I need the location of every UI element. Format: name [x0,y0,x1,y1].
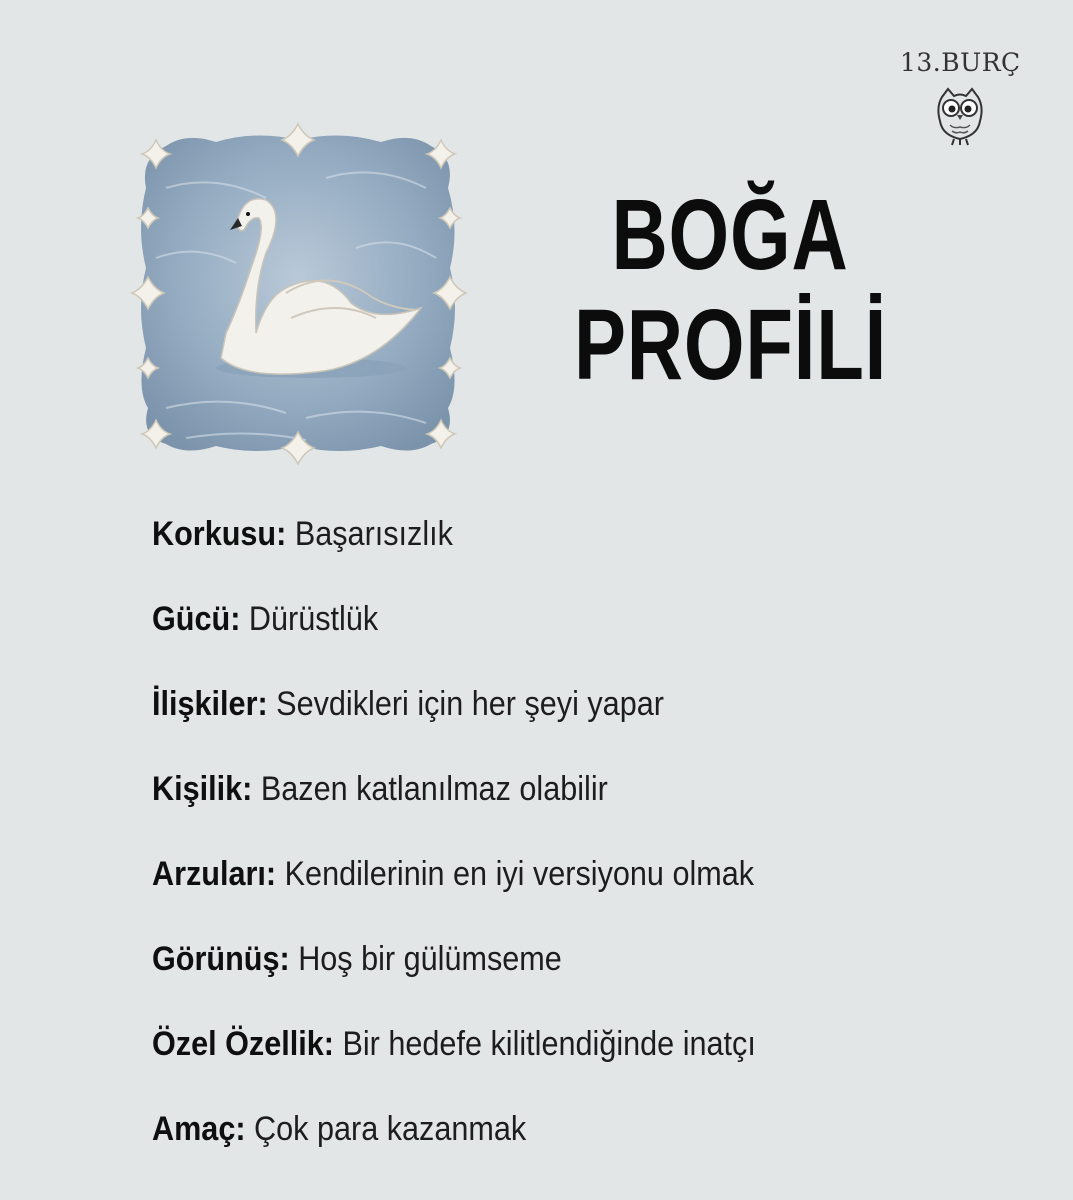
item-label: Korkusu: [152,515,287,553]
item-value: Başarısızlık [294,515,453,553]
item-label: Görünüş: [152,940,290,978]
item-value: Bir hedefe kilitlendiğinde inatçı [342,1025,756,1063]
item-value: Kendilerinin en iyi versiyonu olmak [284,855,755,893]
list-item [152,1110,1012,1195]
list-item [152,855,1012,940]
list-item [152,770,1012,855]
item-value: Bazen katlanılmaz olabilir [260,770,608,808]
page-title [574,180,886,400]
item-label: Gücü: [152,600,241,638]
item-label: İlişkiler: [152,685,268,723]
item-value: Sevdikleri için her şeyi yapar [276,685,664,723]
item-value: Hoş bir gülümseme [298,940,562,978]
brand-logo [900,48,1020,154]
item-label: Arzuları: [152,855,277,893]
item-label: Amaç: [152,1110,246,1148]
owl-icon [900,83,1020,154]
list-item [152,600,1012,685]
brand-name: 13.BURÇ [900,48,1021,77]
list-item [152,685,1012,770]
item-label: Özel Özellik: [152,1025,334,1063]
item-label: Kişilik: [152,770,253,808]
swan-illustration [126,118,471,468]
list-item [152,515,1012,600]
item-value: Dürüstlük [248,600,379,638]
profile-list [152,515,1012,1195]
title-line-1: BOĞA [611,179,849,291]
item-value: Çok para kazanmak [254,1110,527,1148]
list-item [152,940,1012,1025]
list-item [152,1025,1012,1110]
title-line-2: PROFİLİ [574,289,888,401]
